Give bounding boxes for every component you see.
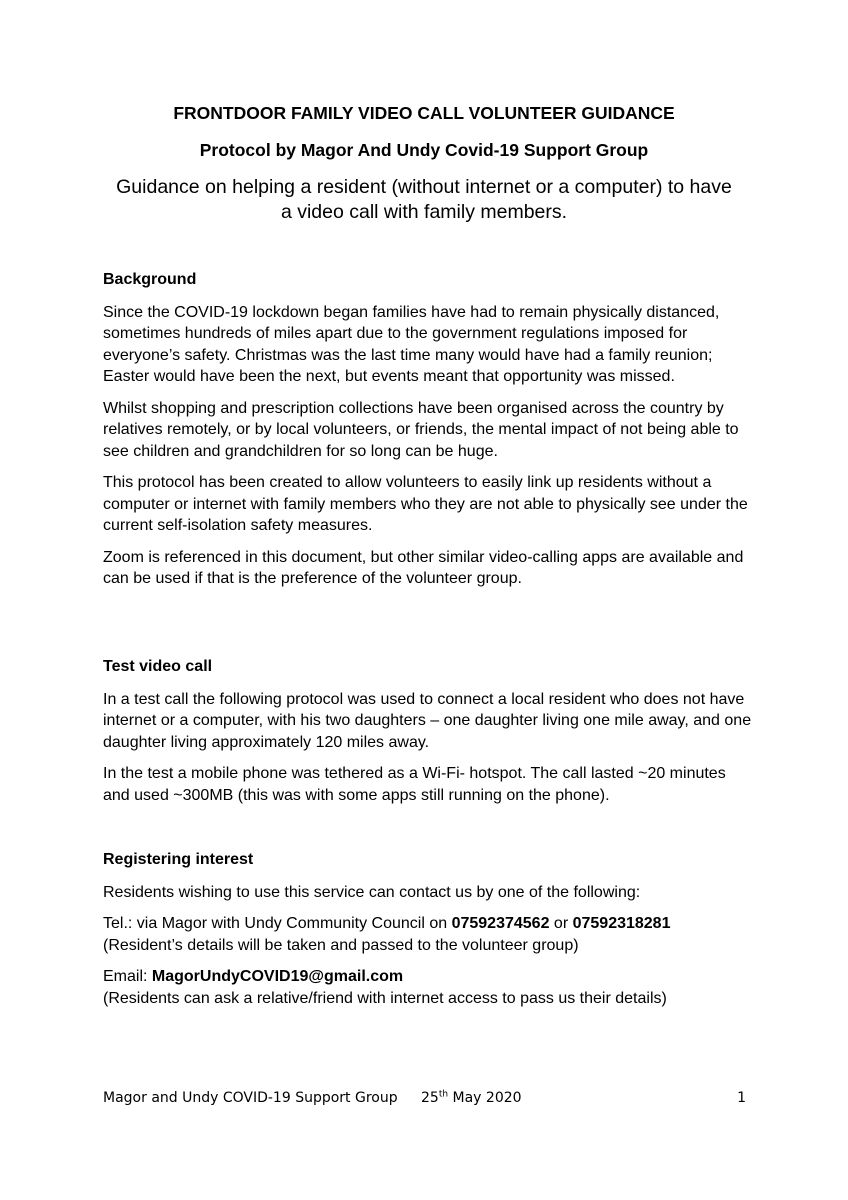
- background-paragraph-1: Since the COVID-19 lockdown began families have had to remain physically distanced, sometimes hundreds of miles apart due to the government regulations imposed for everyone’s safety. Christmas was the last time many would have had a family reunion; Easter would have been the next, but events meant that opportunity was missed.: [103, 303, 720, 385]
- document-intro: [80, 175, 768, 225]
- background-section: [103, 269, 753, 600]
- intro-line-2: a video call with family members.: [280, 201, 568, 223]
- footer-date-day: 25: [421, 1090, 439, 1106]
- document-title: FRONTDOOR FAMILY VIDEO CALL VOLUNTEER GUIDANCE: [173, 103, 675, 123]
- background-paragraph-3: This protocol has been created to allow volunteers to easily link up residents without a computer or internet with family members who they are not able to physically see under the current self-isolation safety measures.: [103, 474, 748, 534]
- background-heading: Background: [103, 271, 197, 288]
- document-subtitle: Protocol by Magor And Undy Covid-19 Support Group: [199, 140, 649, 160]
- email-prefix: Email:: [103, 968, 152, 985]
- background-paragraph-2: Whilst shopping and prescription collections have been organised across the country by relatives remotely, or by local volunteers, or friends, the mental impact of not being able to see children and grandchildren for so long can be huge.: [103, 399, 739, 460]
- intro-line-1: Guidance on helping a resident (without internet or a computer) to have: [116, 176, 732, 198]
- footer-date: [421, 1090, 522, 1106]
- background-paragraph-4: Zoom is referenced in this document, but other similar video-calling apps are available and can be used if that is the preference of the volunteer group.: [103, 548, 744, 587]
- test-call-paragraph-1: In a test call the following protocol was used to connect a local resident who does not have internet or a computer, with his two daughters – one daughter living one mile away, and one daughter living approximately 120 miles away.: [103, 690, 752, 751]
- registering-intro: Residents wishing to use this service can contact us by one of the following:: [103, 883, 641, 901]
- test-call-section: [103, 656, 753, 816]
- email-note: (Residents can ask a relative/friend with internet access to pass us their details): [103, 989, 667, 1007]
- page-number: 1: [737, 1090, 746, 1106]
- registering-heading: Registering interest: [103, 851, 254, 868]
- footer-date-rest: May 2020: [448, 1090, 522, 1106]
- registering-section: [103, 849, 753, 1019]
- footer-date-suffix: th: [438, 1089, 449, 1100]
- telephone-prefix: Tel.: via Magor with Undy Community Council on: [103, 915, 452, 932]
- footer-organisation: Magor and Undy COVID-19 Support Group: [103, 1090, 398, 1106]
- test-call-paragraph-2: In the test a mobile phone was tethered as a Wi-Fi- hotspot. The call lasted ~20 minutes and used ~300MB (this was with some apps still running on the phone).: [103, 765, 726, 804]
- email-address: MagorUndyCOVID19@gmail.com: [151, 968, 404, 985]
- email-contact: [103, 966, 753, 1009]
- phone-number-2: 07592318281: [572, 915, 671, 932]
- telephone-or: or: [549, 915, 573, 932]
- telephone-note: (Resident’s details will be taken and passed to the volunteer group): [103, 936, 579, 954]
- phone-number-1: 07592374562: [451, 915, 550, 932]
- test-call-heading: Test video call: [103, 658, 213, 675]
- telephone-contact: [103, 913, 753, 956]
